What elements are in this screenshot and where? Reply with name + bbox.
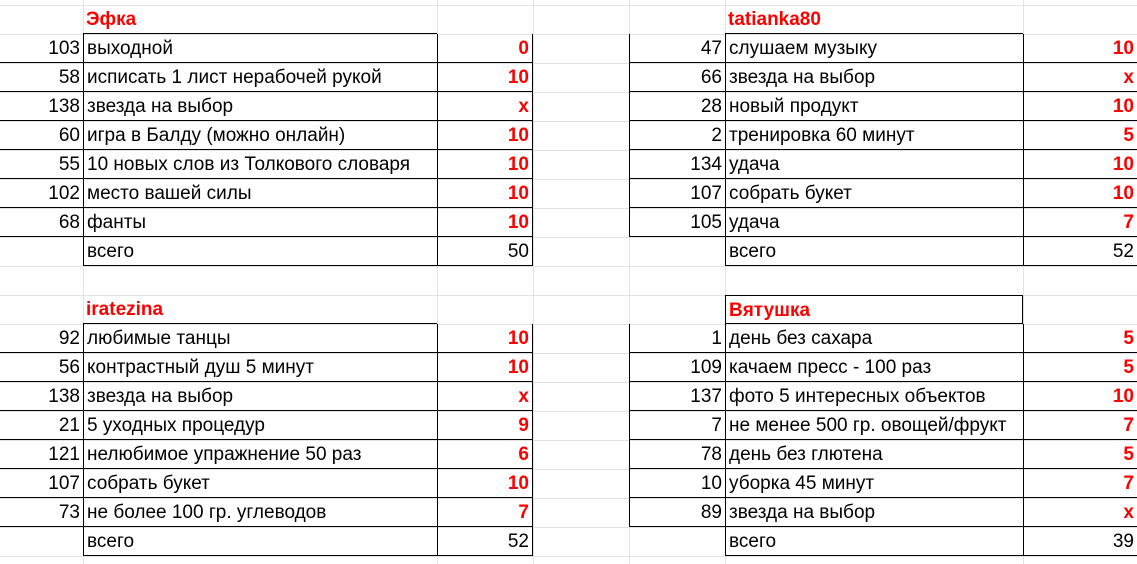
task-name-cell[interactable]: исписать 1 лист нерабочей рукой xyxy=(83,63,437,92)
task-number-cell[interactable]: 103 xyxy=(0,34,83,63)
task-number-cell[interactable]: 121 xyxy=(0,440,83,469)
task-number-cell[interactable]: 47 xyxy=(629,34,725,63)
task-number-cell[interactable]: 73 xyxy=(0,498,83,527)
task-name-cell[interactable]: удача xyxy=(725,208,1023,237)
task-number-cell[interactable]: 58 xyxy=(0,63,83,92)
task-score-cell[interactable]: 10 xyxy=(1023,92,1137,121)
task-name-cell[interactable]: игра в Балду (можно онлайн) xyxy=(83,121,437,150)
task-number-cell[interactable]: 134 xyxy=(629,150,725,179)
task-score-cell[interactable]: 10 xyxy=(1023,34,1137,63)
task-score-cell[interactable]: 10 xyxy=(1023,179,1137,208)
task-number-cell[interactable]: 107 xyxy=(0,469,83,498)
task-score-cell[interactable]: 10 xyxy=(437,324,533,353)
task-name-cell[interactable]: день без глютена xyxy=(725,440,1023,469)
task-score-cell[interactable]: 7 xyxy=(1023,469,1137,498)
total-value-cell[interactable]: 52 xyxy=(437,527,533,556)
task-score-cell[interactable]: 7 xyxy=(437,498,533,527)
task-number-cell[interactable]: 92 xyxy=(0,324,83,353)
task-name-cell[interactable]: контрастный душ 5 минут xyxy=(83,353,437,382)
gridline-horizontal xyxy=(0,266,1137,267)
task-score-cell[interactable]: 7 xyxy=(1023,208,1137,237)
task-name-cell[interactable]: слушаем музыку xyxy=(725,34,1023,63)
task-number-cell[interactable]: 109 xyxy=(629,353,725,382)
task-name-cell[interactable]: фото 5 интересных объектов xyxy=(725,382,1023,411)
task-number-cell[interactable]: 21 xyxy=(0,411,83,440)
task-number-cell[interactable]: 10 xyxy=(629,469,725,498)
task-name-cell[interactable]: 10 новых слов из Толкового словаря xyxy=(83,150,437,179)
task-name-cell[interactable]: удача xyxy=(725,150,1023,179)
block-title[interactable]: iratezina xyxy=(83,295,437,324)
task-number-cell[interactable]: 137 xyxy=(629,382,725,411)
total-value-cell[interactable]: 50 xyxy=(437,237,533,266)
task-name-cell[interactable]: качаем пресс - 100 раз xyxy=(725,353,1023,382)
task-name-cell[interactable]: собрать букет xyxy=(725,179,1023,208)
task-name-cell[interactable]: 5 уходных процедур xyxy=(83,411,437,440)
task-name-cell[interactable]: любимые танцы xyxy=(83,324,437,353)
total-label-cell[interactable]: всего xyxy=(83,527,437,556)
total-label-cell[interactable]: всего xyxy=(725,237,1023,266)
task-name-cell[interactable]: день без сахара xyxy=(725,324,1023,353)
task-name-cell[interactable]: собрать букет xyxy=(83,469,437,498)
task-name-cell[interactable]: место вашей силы xyxy=(83,179,437,208)
task-name-cell[interactable]: звезда на выбор xyxy=(83,92,437,121)
task-name-cell[interactable]: выходной xyxy=(83,34,437,63)
task-score-cell[interactable]: 10 xyxy=(437,353,533,382)
task-score-cell[interactable]: 5 xyxy=(1023,440,1137,469)
task-name-cell[interactable]: нелюбимое упражнение 50 раз xyxy=(83,440,437,469)
task-score-cell[interactable]: 10 xyxy=(437,63,533,92)
task-score-cell[interactable]: 10 xyxy=(437,469,533,498)
task-score-cell[interactable]: 7 xyxy=(1023,411,1137,440)
total-label-cell[interactable]: всего xyxy=(725,527,1023,556)
task-score-cell[interactable]: 6 xyxy=(437,440,533,469)
block-title[interactable]: Эфка xyxy=(83,5,437,34)
task-name-cell[interactable]: не менее 500 гр. овощей/фрукт xyxy=(725,411,1023,440)
task-number-cell[interactable]: 105 xyxy=(629,208,725,237)
task-name-cell[interactable]: уборка 45 минут xyxy=(725,469,1023,498)
total-label-cell[interactable]: всего xyxy=(83,237,437,266)
task-number-cell[interactable]: 78 xyxy=(629,440,725,469)
total-value-cell[interactable]: 39 xyxy=(1023,527,1137,556)
task-score-cell[interactable]: x xyxy=(437,382,533,411)
task-score-cell[interactable]: 5 xyxy=(1023,353,1137,382)
task-score-cell[interactable]: 9 xyxy=(437,411,533,440)
task-number-cell[interactable]: 138 xyxy=(0,92,83,121)
task-number-cell[interactable]: 60 xyxy=(0,121,83,150)
task-number-cell[interactable]: 138 xyxy=(0,382,83,411)
task-number-cell[interactable]: 55 xyxy=(0,150,83,179)
task-number-cell[interactable]: 68 xyxy=(0,208,83,237)
task-name-cell[interactable]: фанты xyxy=(83,208,437,237)
task-number-cell[interactable]: 1 xyxy=(629,324,725,353)
task-number-cell[interactable]: 102 xyxy=(0,179,83,208)
task-name-cell[interactable]: звезда на выбор xyxy=(725,498,1023,527)
task-score-cell[interactable]: x xyxy=(1023,63,1137,92)
task-name-cell[interactable]: звезда на выбор xyxy=(725,63,1023,92)
task-score-cell[interactable]: 0 xyxy=(437,34,533,63)
task-score-cell[interactable]: 10 xyxy=(1023,150,1137,179)
task-name-cell[interactable]: звезда на выбор xyxy=(83,382,437,411)
task-name-cell[interactable]: тренировка 60 минут xyxy=(725,121,1023,150)
task-score-cell[interactable]: 10 xyxy=(1023,382,1137,411)
task-score-cell[interactable]: 10 xyxy=(437,121,533,150)
task-number-cell[interactable]: 28 xyxy=(629,92,725,121)
task-number-cell[interactable]: 7 xyxy=(629,411,725,440)
block-title[interactable]: Вятушка xyxy=(725,295,1023,324)
task-number-cell[interactable]: 56 xyxy=(0,353,83,382)
task-score-cell[interactable]: x xyxy=(1023,498,1137,527)
block-title[interactable]: tatianka80 xyxy=(725,5,1023,34)
task-name-cell[interactable]: не более 100 гр. углеводов xyxy=(83,498,437,527)
task-number-cell[interactable]: 107 xyxy=(629,179,725,208)
gridline-vertical xyxy=(533,0,534,564)
task-number-cell[interactable]: 89 xyxy=(629,498,725,527)
task-number-cell[interactable]: 2 xyxy=(629,121,725,150)
total-value-cell[interactable]: 52 xyxy=(1023,237,1137,266)
task-score-cell[interactable]: 10 xyxy=(437,208,533,237)
task-score-cell[interactable]: 10 xyxy=(437,150,533,179)
task-score-cell[interactable]: 10 xyxy=(437,179,533,208)
task-name-cell[interactable]: новый продукт xyxy=(725,92,1023,121)
task-score-cell[interactable]: 5 xyxy=(1023,324,1137,353)
task-number-cell[interactable]: 66 xyxy=(629,63,725,92)
task-score-cell[interactable]: 5 xyxy=(1023,121,1137,150)
gridline-horizontal xyxy=(0,556,1137,557)
task-score-cell[interactable]: x xyxy=(437,92,533,121)
